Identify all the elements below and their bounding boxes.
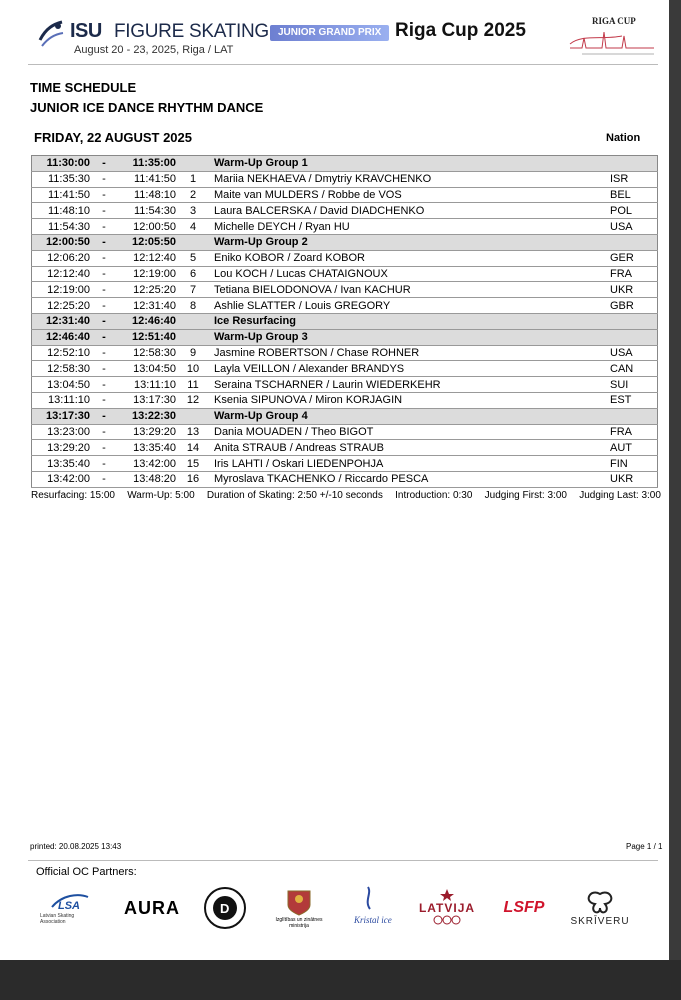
- start-number: 15: [180, 456, 206, 472]
- lsfp-logo: [492, 880, 556, 936]
- schedule-row: [32, 171, 658, 187]
- svg-text:D: D: [220, 901, 230, 916]
- drivas-seal-icon: [203, 886, 247, 930]
- schedule-row: [32, 392, 658, 408]
- start-time: 13:17:30: [32, 408, 95, 424]
- start-number: 13: [180, 424, 206, 440]
- svg-text:LSA: LSA: [58, 900, 80, 912]
- latvija-star-icon: [440, 889, 454, 901]
- time-separator: -: [94, 266, 114, 282]
- schedule-row: [32, 424, 658, 440]
- schedule-row: [32, 298, 658, 314]
- time-separator: -: [94, 377, 114, 393]
- start-time: 11:41:50: [32, 187, 95, 203]
- lsfp-wordmark: LSFP: [503, 899, 545, 916]
- end-time: 12:05:50: [114, 234, 180, 250]
- riga-cup-logo: [562, 14, 662, 58]
- start-time: 12:19:00: [32, 282, 95, 298]
- start-number: [180, 408, 206, 424]
- time-separator: -: [94, 250, 114, 266]
- schedule-row: [32, 361, 658, 377]
- warmup-note: Warm-Up: 5:00: [127, 490, 195, 501]
- start-number: 10: [180, 361, 206, 377]
- coat-of-arms-icon: [282, 887, 316, 917]
- nation-code: [574, 156, 658, 172]
- start-time: 12:52:10: [32, 345, 95, 361]
- end-time: 12:19:00: [114, 266, 180, 282]
- schedule-row: [32, 440, 658, 456]
- skater-logo-icon: [36, 18, 66, 50]
- start-time: 12:25:20: [32, 298, 95, 314]
- nation-code: USA: [574, 345, 658, 361]
- time-separator: -: [94, 456, 114, 472]
- nation-code: [574, 234, 658, 250]
- printed-timestamp: printed: 20.08.2025 13:43: [30, 842, 122, 851]
- duration-note: Duration of Skating: 2:50 +/-10 seconds: [206, 490, 383, 501]
- end-time: 13:42:00: [114, 456, 180, 472]
- schedule-group-row: [32, 313, 658, 329]
- couple-name: Maite van MULDERS / Robbe de VOS: [206, 187, 574, 203]
- start-time: 12:06:20: [32, 250, 95, 266]
- time-separator: -: [94, 187, 114, 203]
- viewer-scrollbar-track[interactable]: [669, 0, 681, 960]
- start-number: 4: [180, 219, 206, 235]
- start-time: 13:11:10: [32, 392, 95, 408]
- schedule-title: TIME SCHEDULE: [30, 80, 137, 95]
- end-time: 13:48:20: [114, 471, 180, 487]
- time-separator: -: [94, 219, 114, 235]
- end-time: 12:00:50: [114, 219, 180, 235]
- svg-text:Kristal ice: Kristal ice: [354, 915, 392, 925]
- schedule-row: [32, 250, 658, 266]
- couple-name: Iris LAHTI / Oskari LIEDENPOHJA: [206, 456, 574, 472]
- nation-code: CAN: [574, 361, 658, 377]
- time-separator: -: [94, 171, 114, 187]
- couple-name: Anita STRAUB / Andreas STRAUB: [206, 440, 574, 456]
- time-separator: -: [94, 282, 114, 298]
- nation-column-header: Nation: [606, 132, 641, 144]
- start-time: 13:42:00: [32, 471, 95, 487]
- schedule-row: [32, 219, 658, 235]
- kristal-skater-icon: [350, 883, 392, 933]
- start-number: [180, 234, 206, 250]
- couple-name: Seraina TSCHARNER / Laurin WIEDERKEHR: [206, 377, 574, 393]
- aura-wordmark: AURA: [124, 897, 180, 918]
- end-time: 11:41:50: [114, 171, 180, 187]
- group-label: Warm-Up Group 1: [206, 156, 574, 172]
- start-number: 16: [180, 471, 206, 487]
- time-separator: -: [94, 329, 114, 345]
- nation-code: [574, 408, 658, 424]
- nation-code: [574, 313, 658, 329]
- nation-code: GBR: [574, 298, 658, 314]
- group-label: Warm-Up Group 4: [206, 408, 574, 424]
- kristal-ice-logo: [346, 880, 390, 936]
- start-time: 11:35:30: [32, 171, 95, 187]
- end-time: 13:35:40: [114, 440, 180, 456]
- couple-name: Myroslava TKACHENKO / Riccardo PESCA: [206, 471, 574, 487]
- couple-name: Dania MOUADEN / Theo BIGOT: [206, 424, 574, 440]
- aura-logo: [120, 880, 184, 936]
- time-separator: -: [94, 361, 114, 377]
- schedule-row: [32, 203, 658, 219]
- couple-name: Laura BALCERSKA / David DIADCHENKO: [206, 203, 574, 219]
- schedule-footnote: [31, 490, 661, 501]
- end-time: 11:54:30: [114, 203, 180, 219]
- group-label: Ice Resurfacing: [206, 313, 574, 329]
- time-separator: -: [94, 234, 114, 250]
- nation-code: GER: [574, 250, 658, 266]
- end-time: 12:31:40: [114, 298, 180, 314]
- start-time: 13:29:20: [32, 440, 95, 456]
- time-separator: -: [94, 408, 114, 424]
- page-number: Page 1 / 1: [626, 842, 663, 851]
- olympic-rings-icon: [432, 915, 462, 927]
- start-number: 5: [180, 250, 206, 266]
- end-time: 12:12:40: [114, 250, 180, 266]
- start-time: 12:31:40: [32, 313, 95, 329]
- start-number: 9: [180, 345, 206, 361]
- start-number: 8: [180, 298, 206, 314]
- start-time: 12:00:50: [32, 234, 95, 250]
- time-separator: -: [94, 203, 114, 219]
- schedule-row: [32, 187, 658, 203]
- schedule-row: [32, 471, 658, 487]
- event-dates: August 20 - 23, 2025, Riga / LAT: [74, 44, 234, 56]
- couple-name: Jasmine ROBERTSON / Chase ROHNER: [206, 345, 574, 361]
- nation-code: EST: [574, 392, 658, 408]
- latvija-olympic-logo: [412, 880, 482, 936]
- end-time: 13:22:30: [114, 408, 180, 424]
- nation-code: UKR: [574, 471, 658, 487]
- svg-text:RIGA CUP: RIGA CUP: [592, 16, 636, 26]
- figure-skating-wordmark: FIGURE SKATING: [114, 21, 269, 42]
- lsa-logo: [40, 880, 100, 936]
- judging-first-note: Judging First: 3:00: [484, 490, 567, 501]
- start-time: 13:35:40: [32, 456, 95, 472]
- time-separator: -: [94, 471, 114, 487]
- time-separator: -: [94, 424, 114, 440]
- drivas-logo: [200, 880, 250, 936]
- end-time: 13:17:30: [114, 392, 180, 408]
- time-separator: -: [94, 345, 114, 361]
- partners-title: Official OC Partners:: [36, 866, 137, 878]
- start-number: 11: [180, 377, 206, 393]
- end-time: 12:25:20: [114, 282, 180, 298]
- junior-grand-prix-badge: JUNIOR GRAND PRIX: [270, 25, 389, 41]
- ministry-logo: [266, 880, 332, 936]
- start-time: 13:23:00: [32, 424, 95, 440]
- start-number: 1: [180, 171, 206, 187]
- start-number: [180, 156, 206, 172]
- introduction-note: Introduction: 0:30: [395, 490, 473, 501]
- end-time: 13:04:50: [114, 361, 180, 377]
- nation-code: AUT: [574, 440, 658, 456]
- nation-code: [574, 329, 658, 345]
- schedule-group-row: [32, 329, 658, 345]
- start-time: 12:46:40: [32, 329, 95, 345]
- schedule-group-row: [32, 234, 658, 250]
- isu-wordmark: ISU: [70, 20, 102, 42]
- start-number: 14: [180, 440, 206, 456]
- start-time: 11:30:00: [32, 156, 95, 172]
- couple-name: Tetiana BIELODONOVA / Ivan KACHUR: [206, 282, 574, 298]
- nation-code: UKR: [574, 282, 658, 298]
- time-separator: -: [94, 440, 114, 456]
- time-separator: -: [94, 392, 114, 408]
- couple-name: Ashlie SLATTER / Louis GREGORY: [206, 298, 574, 314]
- start-number: 3: [180, 203, 206, 219]
- time-separator: -: [94, 156, 114, 172]
- start-number: [180, 313, 206, 329]
- end-time: 12:46:40: [114, 313, 180, 329]
- end-time: 12:58:30: [114, 345, 180, 361]
- couple-name: Lou KOCH / Lucas CHATAIGNOUX: [206, 266, 574, 282]
- lsa-name: Latvian Skating Association: [40, 913, 75, 925]
- couple-name: Layla VEILLON / Alexander BRANDYS: [206, 361, 574, 377]
- nation-code: BEL: [574, 187, 658, 203]
- schedule-row: [32, 456, 658, 472]
- header: [36, 14, 658, 58]
- start-time: 11:48:10: [32, 203, 95, 219]
- skriveru-logo: [568, 880, 632, 936]
- start-time: 11:54:30: [32, 219, 95, 235]
- end-time: 11:48:10: [114, 187, 180, 203]
- schedule-row: [32, 282, 658, 298]
- nation-code: SUI: [574, 377, 658, 393]
- time-separator: -: [94, 298, 114, 314]
- schedule-row: [32, 377, 658, 393]
- footer-divider: [28, 860, 658, 861]
- start-time: 12:58:30: [32, 361, 95, 377]
- schedule-group-row: [32, 408, 658, 424]
- nation-code: ISR: [574, 171, 658, 187]
- start-time: 12:12:40: [32, 266, 95, 282]
- end-time: 13:11:10: [114, 377, 180, 393]
- end-time: 11:35:00: [114, 156, 180, 172]
- couple-name: Mariia NEKHAEVA / Dmytriy KRAVCHENKO: [206, 171, 574, 187]
- nation-code: FRA: [574, 266, 658, 282]
- group-label: Warm-Up Group 3: [206, 329, 574, 345]
- start-number: [180, 329, 206, 345]
- partner-logos: [40, 880, 640, 936]
- schedule-table: [31, 155, 658, 488]
- schedule-row: [32, 345, 658, 361]
- end-time: 13:29:20: [114, 424, 180, 440]
- start-number: 12: [180, 392, 206, 408]
- couple-name: Michelle DEYCH / Ryan HU: [206, 219, 574, 235]
- nation-code: USA: [574, 219, 658, 235]
- header-divider: [28, 64, 658, 65]
- start-number: 6: [180, 266, 206, 282]
- ministry-name: Izglītības un zinātnes ministrija: [275, 917, 323, 929]
- start-number: 7: [180, 282, 206, 298]
- start-number: 2: [180, 187, 206, 203]
- couple-name: Ksenia SIPUNOVA / Miron KORJAGIN: [206, 392, 574, 408]
- group-label: Warm-Up Group 2: [206, 234, 574, 250]
- skriveru-knot-icon: [585, 890, 615, 916]
- day-heading: FRIDAY, 22 AUGUST 2025: [34, 130, 192, 145]
- category-title: JUNIOR ICE DANCE RHYTHM DANCE: [30, 100, 264, 115]
- couple-name: Eniko KOBOR / Zoard KOBOR: [206, 250, 574, 266]
- schedule-group-row: [32, 156, 658, 172]
- latvija-wordmark: LATVIJA: [418, 901, 476, 915]
- lsa-mark-icon: [50, 891, 90, 913]
- nation-code: POL: [574, 203, 658, 219]
- end-time: 12:51:40: [114, 329, 180, 345]
- event-title: Riga Cup 2025: [395, 20, 526, 41]
- start-time: 13:04:50: [32, 377, 95, 393]
- judging-last-note: Judging Last: 3:00: [579, 490, 661, 501]
- nation-code: FIN: [574, 456, 658, 472]
- schedule-row: [32, 266, 658, 282]
- skriveru-wordmark: SKRĪVERU: [570, 915, 630, 927]
- time-separator: -: [94, 313, 114, 329]
- nation-code: FRA: [574, 424, 658, 440]
- resurfacing-note: Resurfacing: 15:00: [31, 490, 115, 501]
